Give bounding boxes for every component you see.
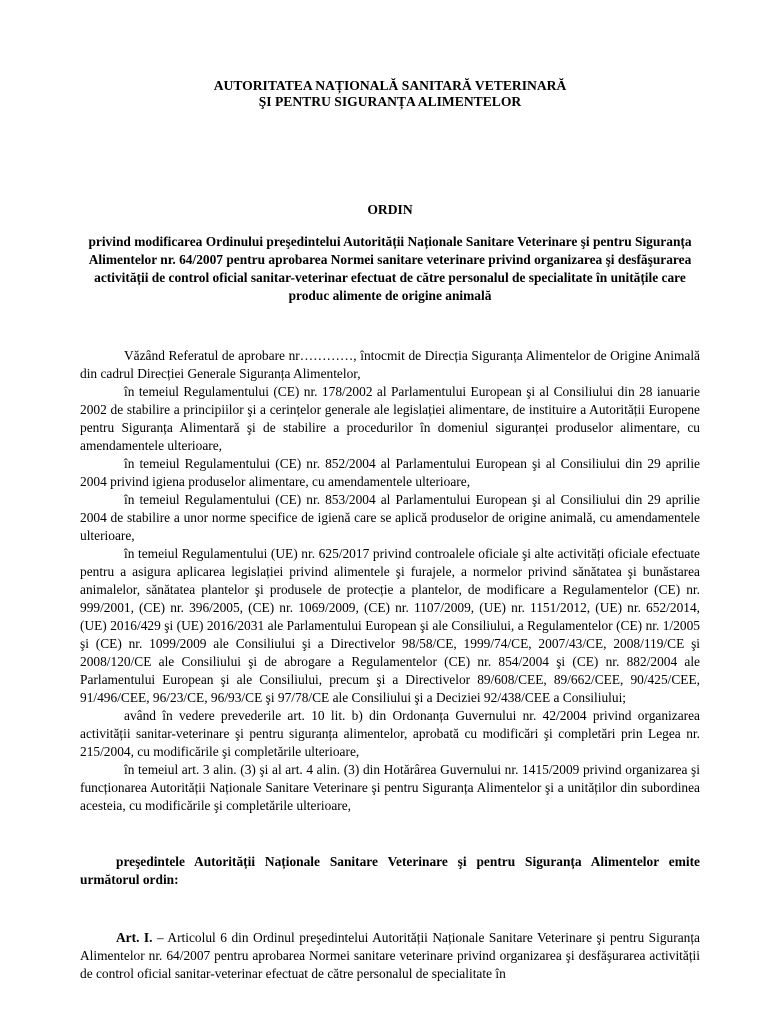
authority-line-1: AUTORITATEA NAȚIONALĂ SANITARĂ VETERINARĂ [213, 78, 567, 93]
preamble-paragraph: în temeiul Regulamentului (CE) nr. 178/2002 al Parlamentului European şi al Consiliului din 28 ianuarie 2002 de stabilire a principiilor şi a cerințelor generale ale legislației alimentare, de instituire a Autorității Europene pentru Siguranța Alimentară şi de stabilire a procedurilor în domeniul siguranței produselor alimentare, cu amendamentele ulterioare, [80, 384, 700, 453]
order-subject: privind modificarea Ordinului preşedintelui Autorității Naționale Sanitare Veterinare şi pentru Siguranța Alimentelor nr. 64/2007 pentru aprobarea Normei sanitare veterinare privind organizarea şi desfăşurarea activității de control oficial sanitar-veterinar efectuat de către personalul de specialitate în unitățile care produc alimente de origine animală [88, 234, 692, 303]
order-title: ORDIN [367, 202, 413, 217]
preamble-paragraph: având în vedere prevederile art. 10 lit. b) din Ordonanța Guvernului nr. 42/2004 privind organizarea activității sanitar-veterinare şi pentru siguranța alimentelor, aprobată cu modificări şi completări prin Legea nr. 215/2004, cu modificările şi completările ulterioare, [80, 708, 700, 759]
article-1 [80, 929, 700, 983]
article-1-label: Art. I. [116, 930, 153, 945]
article-1-text: – Articolul 6 din Ordinul preşedintelui Autorității Naționale Sanitare Veterinare şi pentru Siguranța Alimentelor nr. 64/2007 pentru aprobarea Normei sanitare veterinare privind organizarea şi desfăşurarea activității de control oficial sanitar-veterinar efectuat de către personalul de specialitate în [80, 930, 701, 981]
preamble-paragraph: în temeiul Regulamentului (UE) nr. 625/2017 privind controalele oficiale şi alte activități oficiale efectuate pentru a asigura aplicarea legislației privind alimentele şi furajele, a normelor privind sănătatea şi bunăstarea animalelor, sănătatea plantelor şi produsele de protecție a plantelor, de modificare a Regulamentelor (CE) nr. 999/2001, (CE) nr. 396/2005, (CE) nr. 1069/2009, (CE) nr. 1107/2009, (UE) nr. 1151/2012, (UE) nr. 652/2014, (UE) 2016/429 şi (UE) 2016/2031 ale Parlamentului European şi ale Consiliului, a Regulamentelor (CE) nr. 1/2005 şi (CE) nr. 1099/2009 ale Consiliului şi a Directivelor 98/58/CE, 1999/74/CE, 2007/43/CE, 2008/119/CE şi 2008/120/CE ale Consiliului şi de abrogare a Regulamentelor (CE) nr. 854/2004 şi (CE) nr. 882/2004 ale Parlamentului European şi ale Consiliului, precum şi a Directivelor 89/608/CEE, 89/662/CEE, 90/425/CEE, 91/496/CEE, 96/23/CE, 96/93/CE şi 97/78/CE ale Consiliului şi a Deciziei 92/438/CEE a Consiliului; [80, 546, 700, 705]
preamble-paragraph: Văzând Referatul de aprobare nr…………, întocmit de Direcția Siguranța Alimentelor de Origine Animală din cadrul Direcției Generale Siguranța Alimentelor, [80, 348, 700, 381]
preamble-paragraph: în temeiul art. 3 alin. (3) şi al art. 4 alin. (3) din Hotărârea Guvernului nr. 1415/2009 privind organizarea şi funcționarea Autorității Naționale Sanitare Veterinare şi pentru Siguranța Alimentelor şi a unităților din subordinea acesteia, cu modificările şi completările ulterioare, [80, 762, 700, 813]
authority-line-2: ŞI PENTRU SIGURANȚA ALIMENTELOR [258, 94, 522, 109]
preamble-paragraph: în temeiul Regulamentului (CE) nr. 853/2004 al Parlamentului European şi al Consiliului din 29 aprilie 2004 de stabilire a unor norme specifice de igienă care se aplică produselor de origine animală, cu amendamentele ulterioare, [80, 492, 700, 543]
preamble-paragraph: în temeiul Regulamentului (CE) nr. 852/2004 al Parlamentului European şi al Consiliului din 29 aprilie 2004 privind igiena produselor alimentare, cu amendamentele ulterioare, [80, 456, 700, 489]
authority-heading [80, 78, 700, 110]
issuer-statement: preşedintele Autorității Naționale Sanitare Veterinare şi pentru Siguranța Alimentelor emite următorul ordin: [80, 854, 700, 887]
preamble [80, 347, 700, 815]
